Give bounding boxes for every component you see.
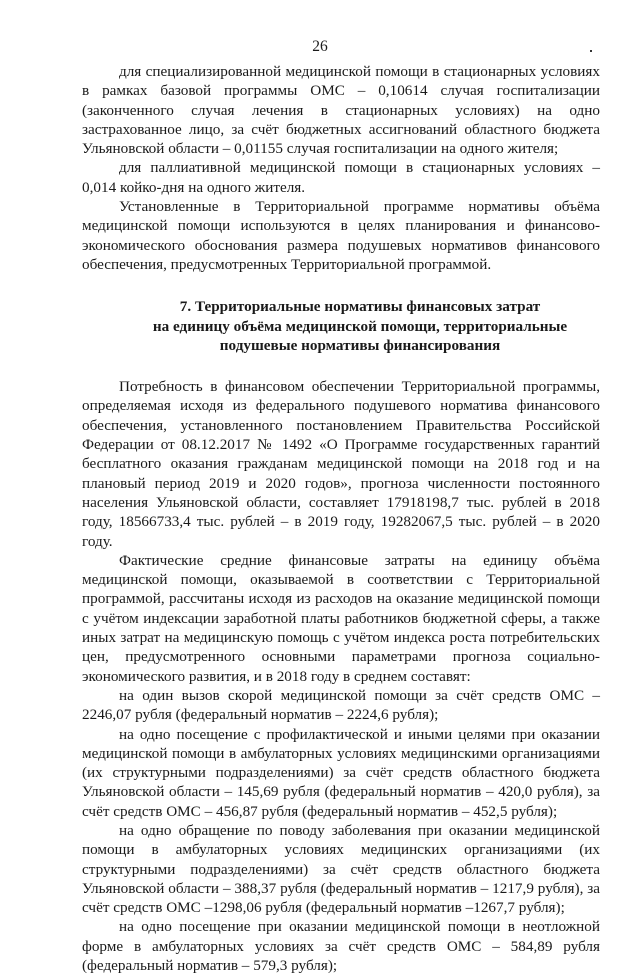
page-number: 26	[312, 38, 328, 55]
scan-dot	[590, 50, 592, 52]
list-item-ambulance-call: на один вызов скорой медицинской помощи за счёт средств ОМС – 2246,07 рубля (федеральный норматив – 2224,6 рубля);	[82, 686, 600, 724]
paragraph-volume-norms: Установленные в Территориальной программе нормативы объёма медицинской помощи используются в целях планирования и финансово-экономического обоснования размера подушевых нормативов финансового обеспечения, предусмотренных Территориальной программой.	[82, 198, 600, 273]
paragraph-actual-costs: Фактические средние финансовые затраты на единицу объёма медицинской помощи, оказываемой в соответствии с Территориальной программой, рассчитаны исходя из расходов на оказание медицинской помощи с учётом индексации заработной платы работников бюджетной сферы, а также иных затрат на медицинскую помощь с учётом индекса роста потребительских цен, предусмотренного основными параметрами прогноза социально-экономического развития, и в 2018 году в среднем составят:	[82, 551, 600, 685]
paragraph-palliative-care: для паллиативной медицинской помощи в стационарных условиях – 0,014 койко-дня на одного жителя.	[82, 159, 600, 196]
list-item-disease-appeal: на одно обращение по поводу заболевания при оказании медицинской помощи в амбулаторных условиях медицинских организациями (их структурными подразделениями) за счёт средств областного бюджета Ульяновской области – 388,37 рубля (федеральный норматив – 1217,9 рубля), за счёт средств ОМС –1298,06 рубля (федеральный норматив –1267,7 рубля);	[82, 821, 600, 917]
paragraph-specialized-care: для специализированной медицинской помощи в стационарных условиях в рамках базовой программы ОМС – 0,10614 случая госпитализации (законченного случая лечения в стационарных условиях) на одно застрахованное лицо, за счёт бюджетных ассигнований областного бюджета Ульяновской области – 0,01155 случая госпитализации на одного жителя;	[82, 63, 600, 158]
section-title-line: на единицу объёма медицинской помощи, территориальные	[152, 317, 568, 335]
document-body	[82, 62, 600, 975]
list-item-urgent-visit: на одно посещение при оказании медицинской помощи в неотложной форме в амбулаторных условиях за счёт средств ОМС – 584,89 рубля (федеральный норматив – 579,3 рубля);	[82, 918, 600, 975]
section-title-line: подушевые нормативы финансирования	[219, 336, 501, 354]
section-title-line: 7. Территориальные нормативы финансовых затрат	[179, 298, 541, 316]
list-item-preventive-visit: на одно посещение с профилактической и иными целями при оказании медицинской помощи в амбулаторных условиях медицинскими организациями (их структурными подразделениями) за счёт средств областного бюджета Ульяновской области – 145,69 рубля (федеральный норматив – 420,0 рубля), за счёт средств ОМС – 456,87 рубля (федеральный норматив – 452,5 рубля);	[82, 725, 600, 820]
section-title	[82, 297, 600, 355]
paragraph-funding-need: Потребность в финансовом обеспечении Территориальной программы, определяемая исходя из федерального подушевого норматива финансового обеспечения, установленного постановлением Правительства Российской Федерации от 08.12.2017 № 1492 «О Программе государственных гарантий бесплатного оказания гражданам медицинской помощи на 2018 год и на плановый период 2019 и 2020 годов», прогноза численности постоянного населения Ульяновской области, составляет 17918198,7 тыс. рублей в 2018 году, 18566733,4 тыс. рублей – в 2019 году, 19282067,5 тыс. рублей – в 2020 году.	[82, 378, 600, 550]
